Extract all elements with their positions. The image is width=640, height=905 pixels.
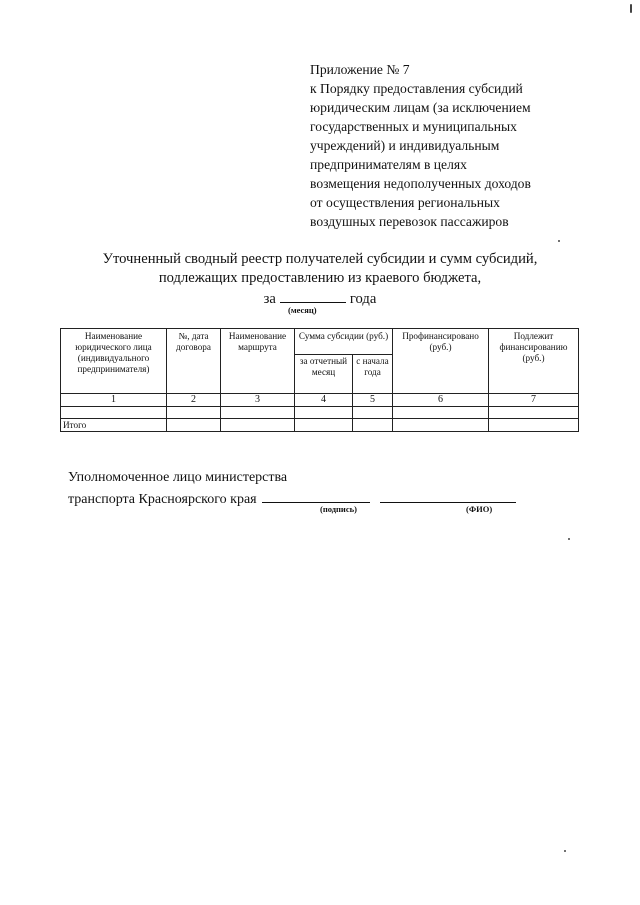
scan-mark <box>568 538 570 540</box>
period-suffix: года <box>349 291 377 307</box>
header-route: Наименование маршрута <box>221 329 295 394</box>
appendix-line: предпринимателям в целях <box>310 157 467 172</box>
table-cell[interactable] <box>393 419 489 432</box>
appendix-line: воздушных перевозок пассажиров <box>310 214 509 229</box>
column-number: 3 <box>221 394 295 407</box>
month-hint: (месяц) <box>288 305 317 315</box>
header-to-finance: Подлежит финансированию (руб.) <box>489 329 579 394</box>
column-number-row <box>61 394 579 407</box>
title-line-1: Уточненный сводный реестр получателей субсидии и сумм субсидий, <box>102 251 538 267</box>
empty-row <box>61 407 579 419</box>
header-subsidy-sum: Сумма субсидии (руб.) <box>295 329 393 355</box>
period-prefix: за <box>263 291 276 307</box>
signer-line-2: транспорта Красноярского края <box>68 492 257 507</box>
table-cell[interactable] <box>393 407 489 419</box>
scan-mark <box>564 850 566 852</box>
appendix-line: юридическим лицам (за исключением <box>310 100 531 115</box>
appendix-line: учреждений) и индивидуальным <box>310 138 500 153</box>
column-number: 2 <box>167 394 221 407</box>
table-cell[interactable] <box>353 407 393 419</box>
table-cell[interactable] <box>221 407 295 419</box>
table-cell[interactable] <box>61 407 167 419</box>
scan-mark <box>630 4 632 13</box>
header-financed: Профинансировано (руб.) <box>393 329 489 394</box>
appendix-line: от осуществления региональных <box>310 195 500 210</box>
header-month: за отчетный месяц <box>295 355 353 394</box>
document-title <box>60 250 580 308</box>
scan-mark <box>558 240 560 242</box>
header-ytd: с начала года <box>353 355 393 394</box>
column-number: 6 <box>393 394 489 407</box>
column-number: 7 <box>489 394 579 407</box>
period-line <box>60 288 580 308</box>
appendix-line: к Порядку предоставления субсидий <box>310 81 523 96</box>
table-cell[interactable] <box>295 419 353 432</box>
appendix-block <box>310 60 580 231</box>
total-label: Итого <box>61 419 167 432</box>
appendix-line: Приложение № 7 <box>310 62 410 77</box>
total-row <box>61 419 579 432</box>
table-cell[interactable] <box>167 419 221 432</box>
table-cell[interactable] <box>295 407 353 419</box>
header-legal-entity: Наименование юридического лица (индивидуального предпринимателя) <box>61 329 167 394</box>
registry-table <box>60 328 579 432</box>
appendix-line: государственных и муниципальных <box>310 119 517 134</box>
signature-blank-line <box>262 488 370 503</box>
header-row <box>61 329 579 355</box>
appendix-line: возмещения недополученных доходов <box>310 176 531 191</box>
column-number: 1 <box>61 394 167 407</box>
column-number: 5 <box>353 394 393 407</box>
name-blank-line <box>380 488 516 503</box>
signature-hint: (подпись) <box>320 504 357 514</box>
signer-line-1: Уполномоченное лицо министерства <box>68 470 288 485</box>
table-cell[interactable] <box>221 419 295 432</box>
table-cell[interactable] <box>167 407 221 419</box>
header-contract: №, дата договора <box>167 329 221 394</box>
column-number: 4 <box>295 394 353 407</box>
name-hint: (ФИО) <box>466 504 493 514</box>
table-cell[interactable] <box>353 419 393 432</box>
table-cell[interactable] <box>489 407 579 419</box>
month-blank-line <box>280 288 346 303</box>
title-line-2: подлежащих предоставлению из краевого бюджета, <box>158 270 482 286</box>
table-cell[interactable] <box>489 419 579 432</box>
